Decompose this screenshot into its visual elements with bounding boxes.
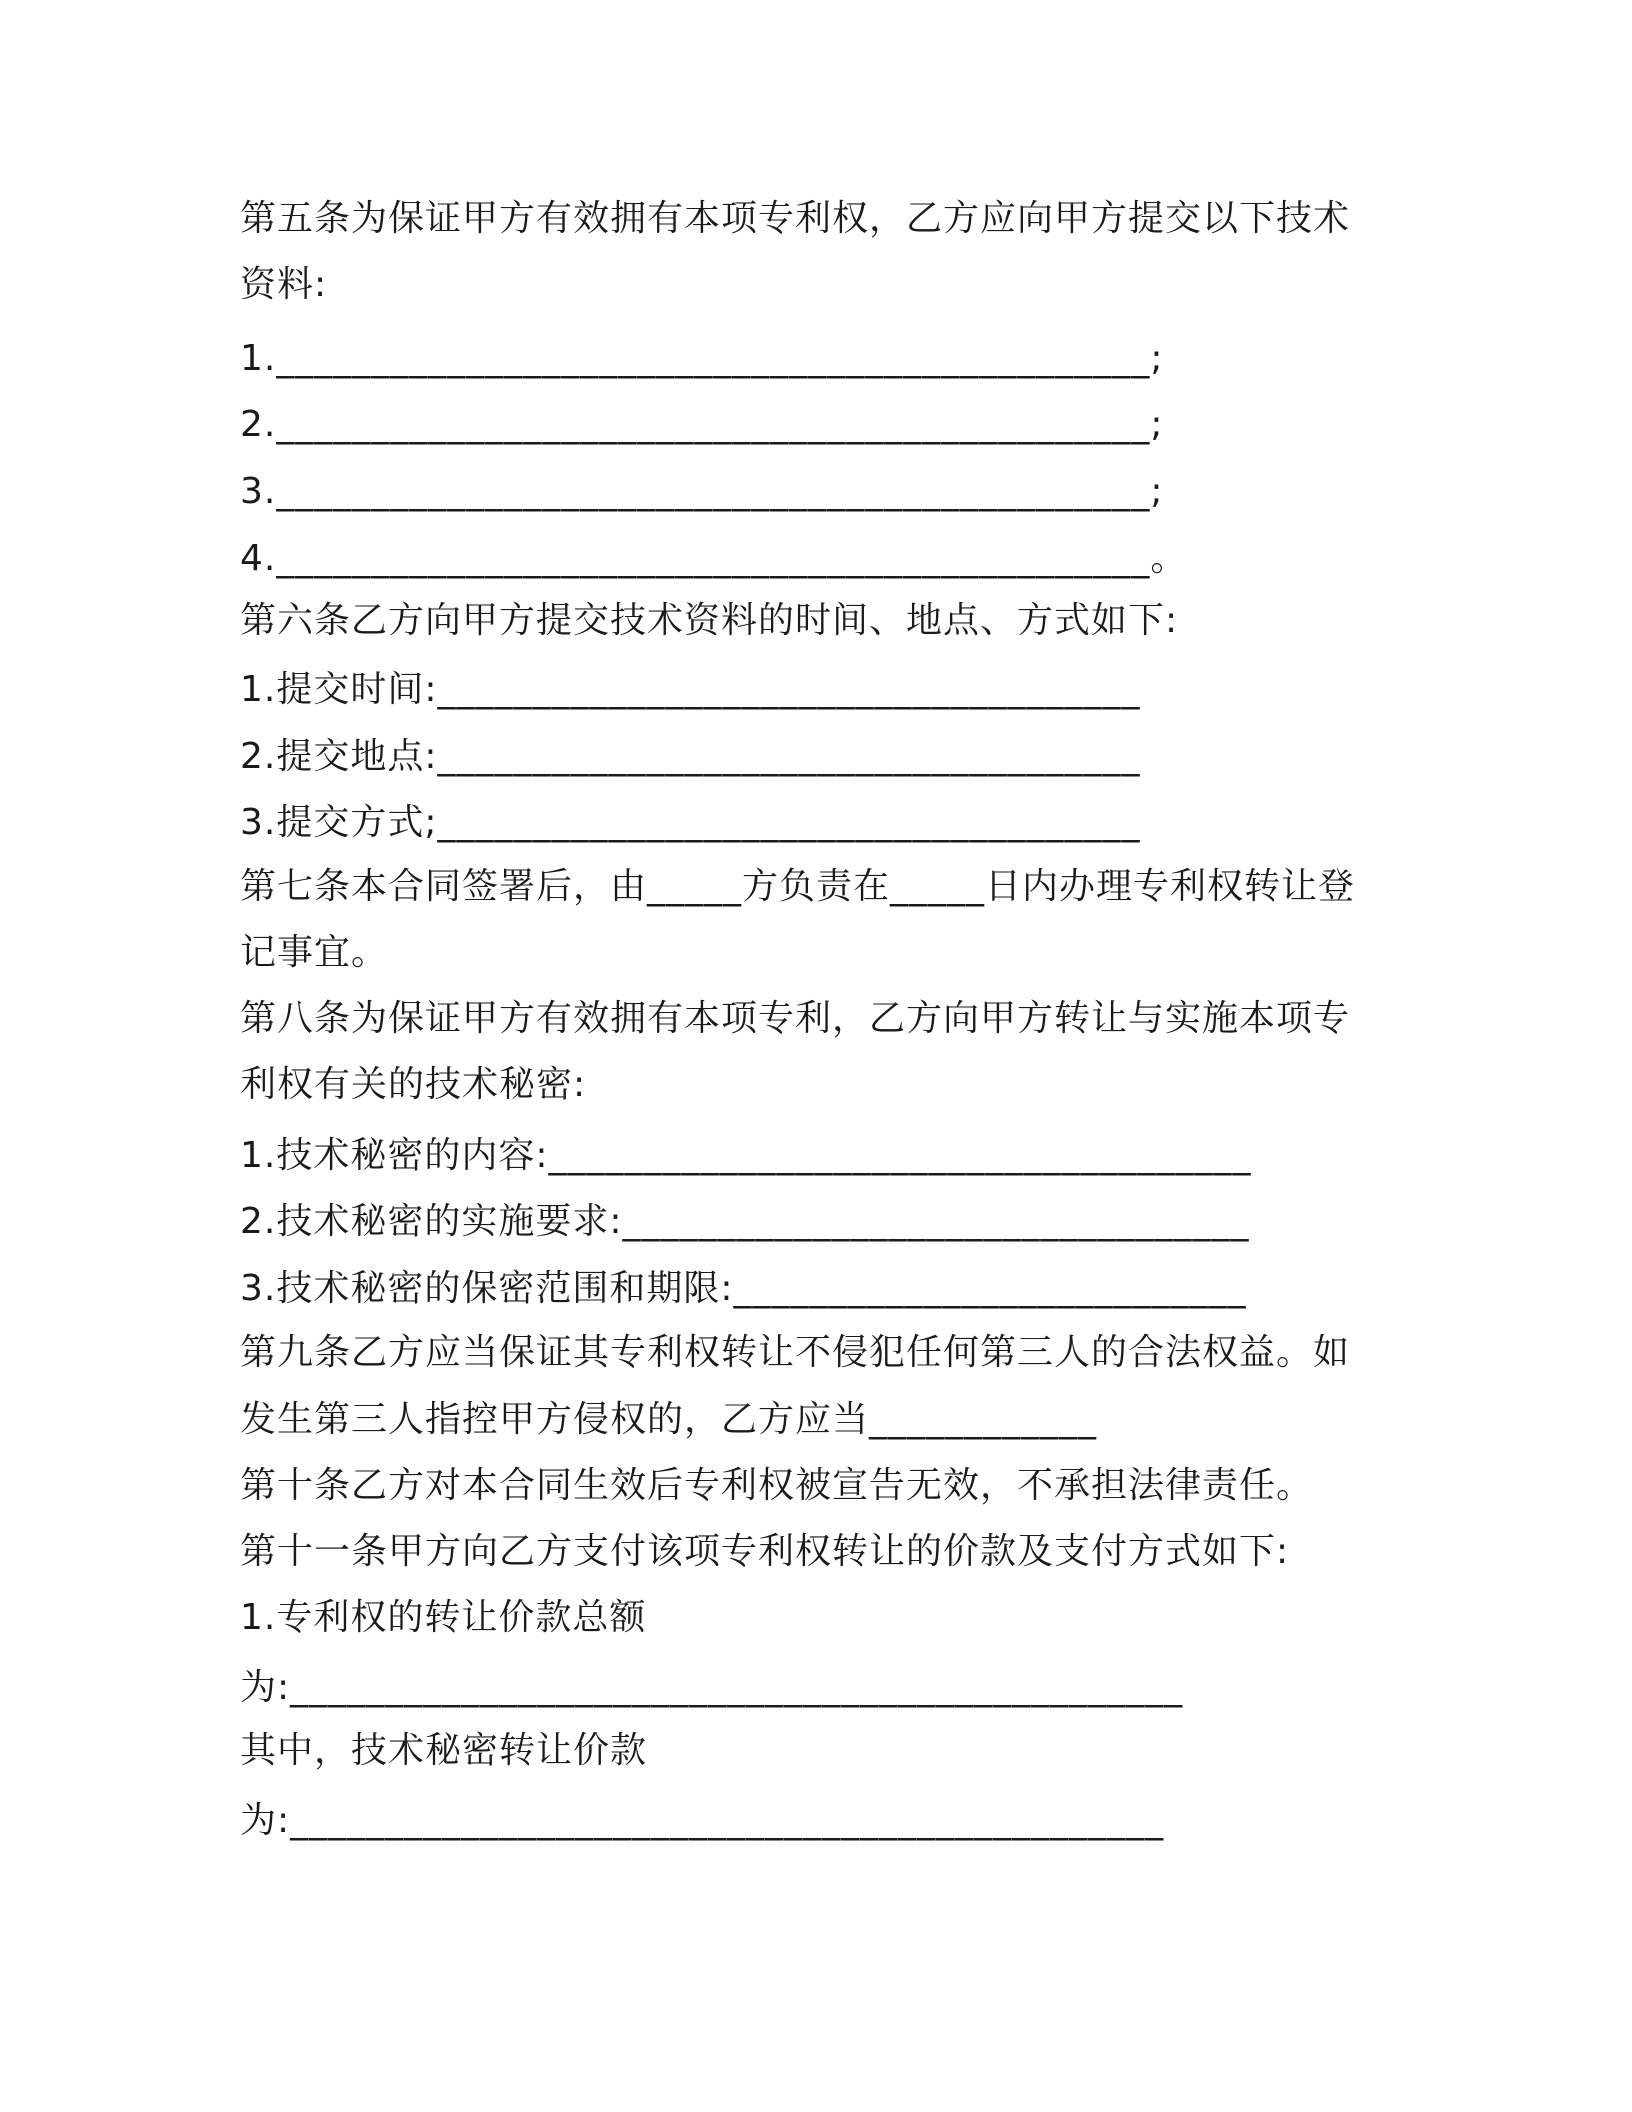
article-5-item-4: 4.______________________________________________。: [240, 538, 1188, 579]
article-8-line-1: 第八条为保证甲方有效拥有本项专利，乙方向甲方转让与实施本项专: [240, 998, 1351, 1039]
article-5-item-1: 1.______________________________________________;: [240, 338, 1164, 379]
article-6-heading: 第六条乙方向甲方提交技术资料的时间、地点、方式如下:: [240, 600, 1179, 641]
article-5-line-2: 资料:: [240, 264, 328, 305]
article-8-item-1: 1.技术秘密的内容:_____________________________________: [240, 1135, 1252, 1176]
article-11-item-1-amount: 为:_______________________________________________: [240, 1667, 1184, 1708]
article-6-item-2: 2.提交地点:_____________________________________: [240, 736, 1141, 777]
article-6-item-3: 3.提交方式;_____________________________________: [240, 802, 1141, 843]
article-6-item-1: 1.提交时间:_____________________________________: [240, 669, 1141, 710]
article-5-item-2: 2.______________________________________________;: [240, 404, 1164, 445]
article-11-secret-price: 其中，技术秘密转让价款: [240, 1730, 648, 1771]
article-8-item-3: 3.技术秘密的保密范围和期限:___________________________: [240, 1268, 1247, 1309]
article-11-item-1: 1.专利权的转让价款总额: [240, 1597, 647, 1638]
article-11-secret-price-amount: 为:______________________________________________: [240, 1800, 1165, 1841]
article-7-line-1: 第七条本合同签署后，由_____方负责在_____日内办理专利权转让登: [240, 866, 1356, 907]
article-8-item-2: 2.技术秘密的实施要求:_________________________________: [240, 1201, 1250, 1242]
article-10: 第十条乙方对本合同生效后专利权被宣告无效，不承担法律责任。: [240, 1465, 1314, 1506]
article-7-line-2: 记事宜。: [240, 932, 389, 973]
article-11-heading: 第十一条甲方向乙方支付该项专利权转让的价款及支付方式如下:: [240, 1531, 1290, 1572]
article-8-line-2: 利权有关的技术秘密:: [240, 1064, 587, 1105]
article-5-item-3: 3.______________________________________________;: [240, 471, 1164, 512]
article-5-line-1: 第五条为保证甲方有效拥有本项专利权，乙方应向甲方提交以下技术: [240, 198, 1351, 239]
article-9-line-2: 发生第三人指控甲方侵权的，乙方应当____________: [240, 1399, 1098, 1440]
article-9-line-1: 第九条乙方应当保证其专利权转让不侵犯任何第三人的合法权益。如: [240, 1332, 1351, 1373]
